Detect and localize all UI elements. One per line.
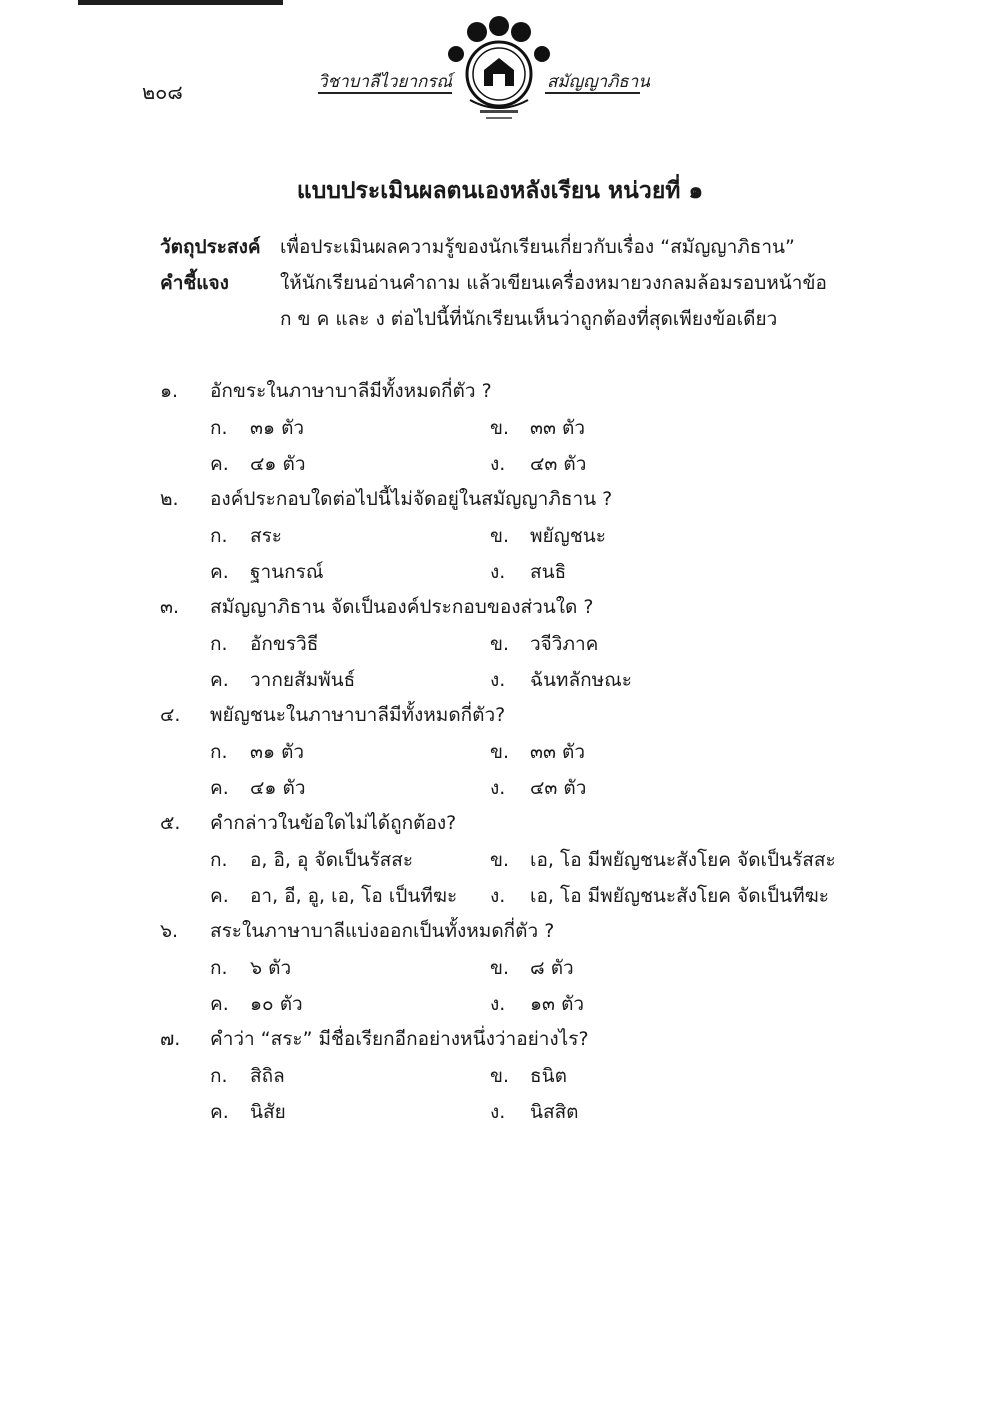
option-3-ka[interactable] [210, 629, 318, 659]
option-letter: ก. [210, 741, 228, 763]
option-2-ka[interactable] [210, 521, 282, 551]
option-letter: ก. [210, 957, 228, 979]
option-7-kho[interactable] [490, 1061, 567, 1091]
option-letter: ง. [490, 1101, 506, 1123]
option-text: ๓๓ ตัว [530, 741, 586, 763]
question-number: ๔. [160, 704, 181, 726]
question-text: อักขระในภาษาบาลีมีทั้งหมดกี่ตัว ? [210, 380, 492, 402]
option-text: วากยสัมพันธ์ [250, 669, 356, 691]
option-letter: ง. [490, 885, 506, 907]
option-5-kho[interactable] [490, 845, 836, 875]
option-text: พยัญชนะ [530, 525, 606, 547]
option-letter: ค. [210, 561, 229, 583]
option-text: ๔๓ ตัว [530, 453, 587, 475]
option-3-kho-khwai[interactable] [210, 665, 355, 695]
option-letter: ค. [210, 1101, 229, 1123]
option-text: ๓๑ ตัว [250, 417, 305, 439]
option-text: ๔๑ ตัว [250, 453, 306, 475]
header-topic: สมัญญาภิธาน [547, 72, 650, 92]
option-letter: ข. [490, 1065, 510, 1087]
option-text: วจีวิภาค [530, 633, 599, 655]
objective-text: เพื่อประเมินผลความรู้ของนักเรียนเกี่ยวกับเรื่อง “สมัญญาภิธาน” [280, 236, 795, 258]
header-subject: วิชาบาลีไวยากรณ์ [318, 72, 453, 92]
option-4-ngo[interactable] [490, 773, 586, 803]
option-letter: ข. [490, 525, 510, 547]
option-text: ๔๑ ตัว [250, 777, 306, 799]
option-2-kho-khwai[interactable] [210, 557, 323, 587]
question-text: คำว่า “สระ” มีชื่อเรียกอีกอย่างหนึ่งว่าอย่างไร? [210, 1028, 589, 1050]
option-text: อ, อิ, อุ จัดเป็นรัสสะ [250, 849, 414, 871]
instruction-text-line2: ก ข ค และ ง ต่อไปนี้ที่นักเรียนเห็นว่าถูกต้องที่สุดเพียงข้อเดียว [280, 308, 778, 330]
question-number: ๕. [160, 812, 181, 834]
option-text: ๓๑ ตัว [250, 741, 305, 763]
option-text: ๖ ตัว [250, 957, 292, 979]
option-letter: ค. [210, 777, 229, 799]
question-4 [160, 700, 505, 730]
question-number: ๒. [160, 488, 179, 510]
option-letter: ก. [210, 849, 228, 871]
question-number: ๓. [160, 596, 180, 618]
option-text: สนธิ [530, 561, 567, 583]
question-number: ๑. [160, 380, 179, 402]
question-5 [160, 808, 456, 838]
question-text: สระในภาษาบาลีแบ่งออกเป็นทั้งหมดกี่ตัว ? [210, 920, 555, 942]
page-number: ๒๐๘ [142, 80, 183, 104]
option-text: ๘ ตัว [530, 957, 574, 979]
instruction-text-line1: ให้นักเรียนอ่านคำถาม แล้วเขียนเครื่องหมายวงกลมล้อมรอบหน้าข้อ [280, 272, 827, 294]
option-2-kho[interactable] [490, 521, 606, 551]
option-text: นิสัย [250, 1101, 286, 1123]
option-letter: ก. [210, 1065, 228, 1087]
option-6-ka[interactable] [210, 953, 291, 983]
option-1-ka[interactable] [210, 413, 304, 443]
option-letter: ง. [490, 669, 506, 691]
option-text: ธนิต [530, 1065, 567, 1087]
option-letter: ข. [490, 957, 510, 979]
option-7-ngo[interactable] [490, 1097, 579, 1127]
option-2-ngo[interactable] [490, 557, 566, 587]
question-1 [160, 376, 492, 406]
option-text: ฐานกรณ์ [250, 561, 324, 583]
option-5-ka[interactable] [210, 845, 413, 875]
option-letter: ก. [210, 525, 228, 547]
option-text: สิถิล [250, 1065, 285, 1087]
option-6-kho-khwai[interactable] [210, 989, 303, 1019]
option-text: ๑๐ ตัว [250, 993, 303, 1015]
question-text: องค์ประกอบใดต่อไปนี้ไม่จัดอยู่ในสมัญญาภิธาน ? [210, 488, 613, 510]
question-text: คำกล่าวในข้อใดไม่ได้ถูกต้อง? [210, 812, 457, 834]
option-3-ngo[interactable] [490, 665, 632, 695]
option-letter: ข. [490, 849, 510, 871]
option-1-kho-khwai[interactable] [210, 449, 306, 479]
question-text: สมัญญาภิธาน จัดเป็นองค์ประกอบของส่วนใด ? [210, 596, 594, 618]
option-text: ๑๓ ตัว [530, 993, 585, 1015]
instruction-label: คำชี้แจง [160, 272, 229, 294]
question-7 [160, 1024, 589, 1054]
option-5-kho-khwai[interactable] [210, 881, 457, 911]
question-2 [160, 484, 612, 514]
option-4-ka[interactable] [210, 737, 304, 767]
option-5-ngo[interactable] [490, 881, 829, 911]
option-text: สระ [250, 525, 283, 547]
institution-seal-logo [440, 14, 558, 126]
option-letter: ข. [490, 741, 510, 763]
top-scan-rule [78, 0, 283, 5]
option-letter: ง. [490, 453, 506, 475]
question-3 [160, 592, 594, 622]
question-text: พยัญชนะในภาษาบาลีมีทั้งหมดกี่ตัว? [210, 704, 506, 726]
option-1-kho[interactable] [490, 413, 585, 443]
option-text: เอ, โอ มีพยัญชนะสังโยค จัดเป็นรัสสะ [530, 849, 836, 871]
option-text: ๔๓ ตัว [530, 777, 587, 799]
question-number: ๗. [160, 1028, 181, 1050]
option-letter: ง. [490, 561, 506, 583]
option-7-kho-khwai[interactable] [210, 1097, 286, 1127]
option-7-ka[interactable] [210, 1061, 285, 1091]
option-text: ฉันทลักษณะ [530, 669, 632, 691]
option-letter: ง. [490, 993, 506, 1015]
option-letter: ค. [210, 453, 229, 475]
option-4-kho[interactable] [490, 737, 585, 767]
option-letter: ก. [210, 633, 228, 655]
option-6-ngo[interactable] [490, 989, 584, 1019]
option-text: เอ, โอ มีพยัญชนะสังโยค จัดเป็นทีฆะ [530, 885, 829, 907]
option-letter: ค. [210, 993, 229, 1015]
question-6 [160, 916, 554, 946]
option-text: อา, อี, อู, เอ, โอ เป็นทีฆะ [250, 885, 458, 907]
objective-label: วัตถุประสงค์ [160, 236, 261, 258]
header-underline-right [545, 92, 640, 94]
option-letter: ข. [490, 633, 510, 655]
option-text: ๓๓ ตัว [530, 417, 586, 439]
option-letter: ก. [210, 417, 228, 439]
option-6-kho[interactable] [490, 953, 574, 983]
option-letter: ง. [490, 777, 506, 799]
page-title: แบบประเมินผลตนเองหลังเรียน หน่วยที่ ๑ [296, 178, 704, 204]
option-text: อักขรวิธี [250, 633, 319, 655]
option-letter: ค. [210, 669, 229, 691]
option-1-ngo[interactable] [490, 449, 586, 479]
option-4-kho-khwai[interactable] [210, 773, 306, 803]
option-3-kho[interactable] [490, 629, 598, 659]
header-underline-left [318, 92, 452, 94]
option-letter: ข. [490, 417, 510, 439]
question-number: ๖. [160, 920, 179, 942]
option-text: นิสสิต [530, 1101, 579, 1123]
option-letter: ค. [210, 885, 229, 907]
